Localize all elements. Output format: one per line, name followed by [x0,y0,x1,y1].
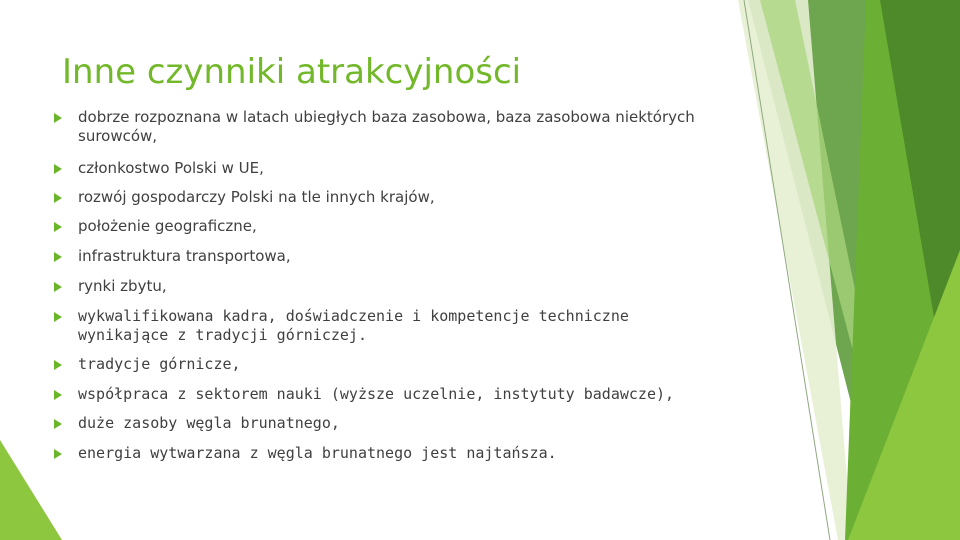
triangle-right-icon [54,360,62,370]
bullet-text: rynki zbytu, [78,277,167,295]
bullet-list [54,108,714,463]
bullet-text: członkostwo Polski w UE, [78,159,264,177]
bullet-item [54,385,714,404]
bullet-item [54,355,714,374]
bullet-text: tradycje górnicze, [78,355,241,373]
page-title: Inne czynniki atrakcyjności [62,52,522,92]
bullet-text: infrastruktura transportowa, [78,247,291,265]
triangle-right-icon [54,113,62,123]
bullet-text: energia wytwarzana z węgla brunatnego jest najtańsza. [78,444,557,462]
bullet-item [54,247,714,266]
bullet-text: współpraca z sektorem nauki (wyższe uczelnie, instytuty badawcze), [78,385,675,403]
bullet-item [54,444,714,463]
triangle-right-icon [54,252,62,262]
triangle-right-icon [54,282,62,292]
bullet-text: położenie geograficzne, [78,217,257,235]
bullet-text: dobrze rozpoznana w latach ubiegłych baza zasobowa, baza zasobowa niektórych surowców, [78,108,695,145]
bullet-text: duże zasoby węgla brunatnego, [78,414,340,432]
triangle-right-icon [54,193,62,203]
bullet-item [54,159,714,178]
triangle-right-icon [54,222,62,232]
triangle-right-icon [54,449,62,459]
bullet-text: wykwalifikowana kadra, doświadczenie i kompetencje techniczne wynikające z tradycji górniczej. [78,307,629,344]
triangle-right-icon [54,419,62,429]
bullet-item [54,188,714,207]
bullet-item [54,217,714,236]
bullet-text: rozwój gospodarczy Polski na tle innych krajów, [78,188,435,206]
triangle-right-icon [54,312,62,322]
bullet-item [54,277,714,296]
bullet-item [54,414,714,433]
bullet-item [54,307,714,345]
facet-bottom-left [0,440,62,540]
bullet-item [54,108,714,148]
triangle-right-icon [54,164,62,174]
triangle-right-icon [54,390,62,400]
